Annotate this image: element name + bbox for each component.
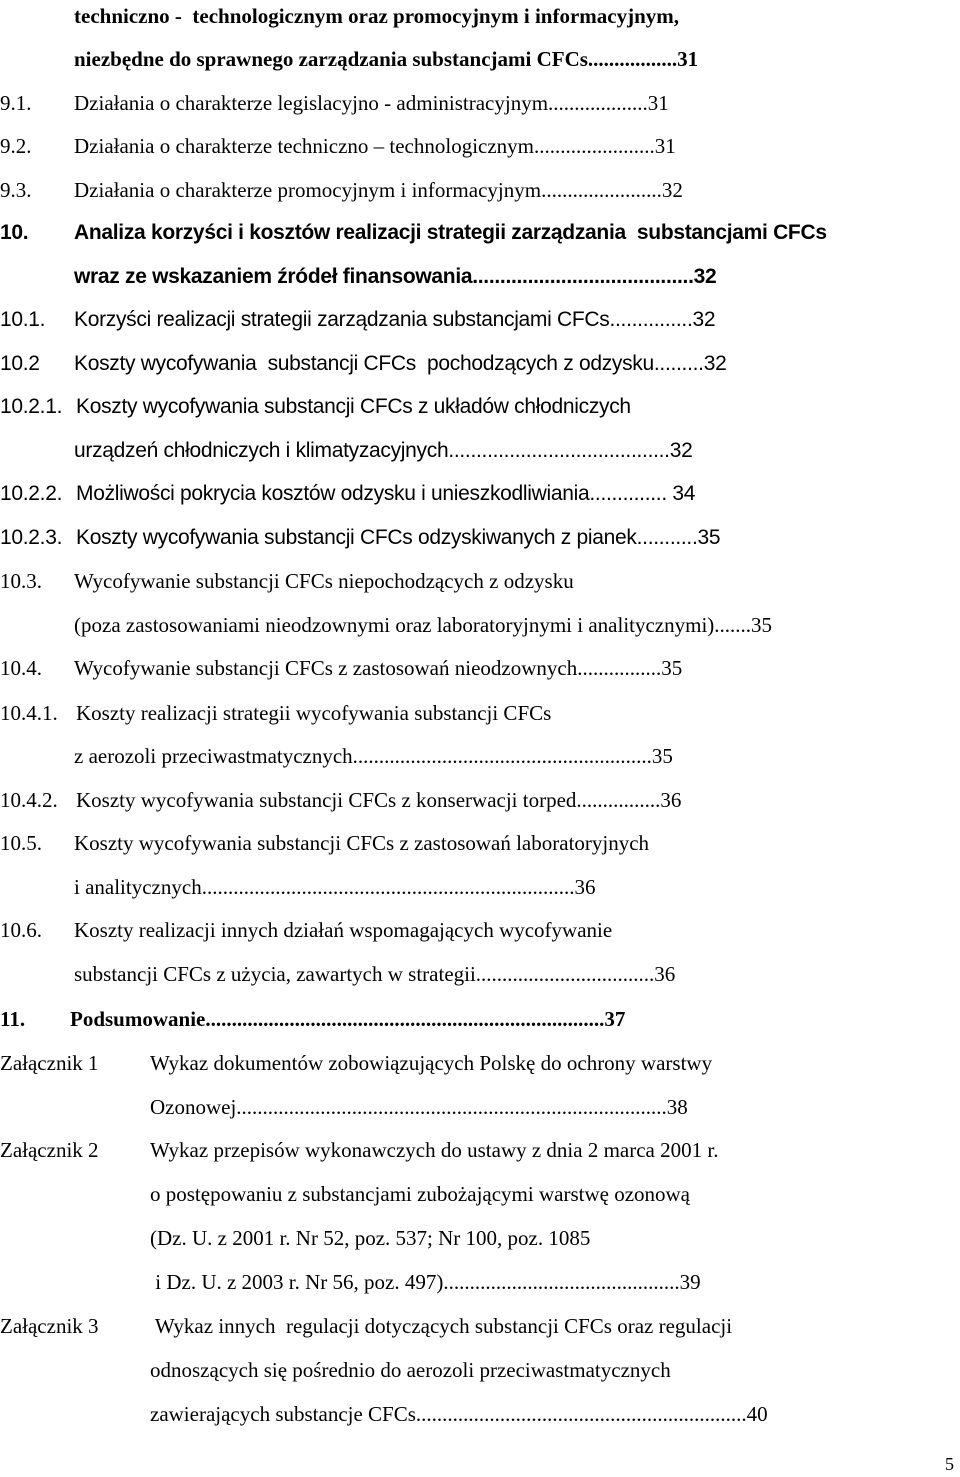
toc-entry-title[interactable]: Działania o charakterze legislacyjno - administracyjnym...................31 <box>74 91 669 115</box>
toc-entry-number: 10. <box>0 221 29 244</box>
appendix-label: Załącznik 2 <box>0 1138 99 1162</box>
toc-entry-number: 10.4.1. <box>0 701 58 725</box>
toc-line: urządzeń chłodniczych i klimatyzacyjnych........................................32 <box>74 439 693 462</box>
toc-entry-number: 10.4.2. <box>0 788 58 812</box>
toc-entry-number: 10.3. <box>0 569 42 593</box>
toc-line: niezbędne do sprawnego zarządzania substancjami CFCs.................31 <box>74 47 699 71</box>
appendix-label: Załącznik 3 <box>0 1314 99 1338</box>
toc-line: techniczno - technologicznym oraz promocyjnym i informacyjnym, <box>74 4 680 28</box>
toc-entry-title[interactable]: Wycofywanie substancji CFCs niepochodzących z odzysku <box>74 569 574 593</box>
toc-line: wraz ze wskazaniem źródeł finansowania........................................32 <box>74 265 717 288</box>
toc-entry-number: 10.6. <box>0 918 42 942</box>
toc-entry-number: 11. <box>0 1007 26 1031</box>
toc-entry-number: 9.1. <box>0 91 32 115</box>
toc-entry-title[interactable]: Podsumowanie............................................................................37 <box>70 1007 626 1031</box>
toc-entry-title[interactable]: Koszty wycofywania substancji CFCs z konserwacji torped................36 <box>76 788 682 812</box>
toc-line: i analitycznych.......................................................................36 <box>74 875 596 899</box>
toc-entry-number: 9.3. <box>0 178 32 202</box>
toc-entry-title[interactable]: Koszty realizacji strategii wycofywania substancji CFCs <box>76 701 552 725</box>
toc-entry-title[interactable]: Wycofywanie substancji CFCs z zastosowań nieodzownych................35 <box>74 656 683 680</box>
toc-line: o postępowaniu z substancjami zubożającymi warstwę ozonową <box>150 1182 691 1206</box>
toc-line: substancji CFCs z użycia, zawartych w strategii..................................36 <box>74 962 676 986</box>
toc-line: odnoszących się pośrednio do aerozoli przeciwastmatycznych <box>150 1358 671 1382</box>
toc-entry-number: 10.2 <box>0 352 40 375</box>
toc-entry-title[interactable]: Działania o charakterze techniczno – technologicznym.......................31 <box>74 134 676 158</box>
toc-line: i Dz. U. z 2003 r. Nr 56, poz. 497).............................................39 <box>150 1270 701 1294</box>
toc-entry-number: 9.2. <box>0 134 32 158</box>
toc-entry-title[interactable]: Analiza korzyści i kosztów realizacji strategii zarządzania substancjami CFCs <box>74 221 827 244</box>
appendix-title[interactable]: Wykaz przepisów wykonawczych do ustawy z dnia 2 marca 2001 r. <box>150 1138 719 1162</box>
toc-entry-number: 10.4. <box>0 656 42 680</box>
toc-line: Ozonowej..................................................................................38 <box>150 1095 688 1119</box>
toc-entry-title[interactable]: Możliwości pokrycia kosztów odzysku i unieszkodliwiania.............. 34 <box>76 482 696 505</box>
appendix-label: Załącznik 1 <box>0 1051 99 1075</box>
toc-line: (Dz. U. z 2001 r. Nr 52, poz. 537; Nr 100, poz. 1085 <box>150 1226 591 1250</box>
toc-entry-title[interactable]: Koszty wycofywania substancji CFCs pochodzących z odzysku.........32 <box>74 352 727 375</box>
toc-entry-title[interactable]: Koszty wycofywania substancji CFCs z zastosowań laboratoryjnych <box>74 831 650 855</box>
page-number: 5 <box>945 1454 954 1474</box>
toc-entry-number: 10.2.2. <box>0 482 63 505</box>
toc-entry-number: 10.2.3. <box>0 526 63 549</box>
toc-entry-number: 10.1. <box>0 308 46 331</box>
toc-entry-title[interactable]: Koszty realizacji innych działań wspomagających wycofywanie <box>74 918 613 942</box>
appendix-title[interactable]: Wykaz innych regulacji dotyczących substancji CFCs oraz regulacji <box>150 1314 733 1338</box>
toc-line: z aerozoli przeciwastmatycznych.........................................................35 <box>74 744 673 768</box>
toc-entry-title[interactable]: Działania o charakterze promocyjnym i informacyjnym.......................32 <box>74 178 683 202</box>
toc-entry-title[interactable]: Koszty wycofywania substancji CFCs odzyskiwanych z pianek...........35 <box>76 526 721 549</box>
toc-entry-number: 10.5. <box>0 831 42 855</box>
toc-entry-number: 10.2.1. <box>0 395 63 418</box>
appendix-title[interactable]: Wykaz dokumentów zobowiązujących Polskę do ochrony warstwy <box>150 1051 713 1075</box>
toc-entry-title[interactable]: Koszty wycofywania substancji CFCs z układów chłodniczych <box>76 395 631 418</box>
toc-entry-title[interactable]: Korzyści realizacji strategii zarządzania substancjami CFCs...............32 <box>74 308 716 331</box>
toc-line: (poza zastosowaniami nieodzownymi oraz laboratoryjnymi i analitycznymi).......35 <box>74 613 773 637</box>
toc-line: zawierających substancje CFCs...............................................................40 <box>150 1402 768 1426</box>
